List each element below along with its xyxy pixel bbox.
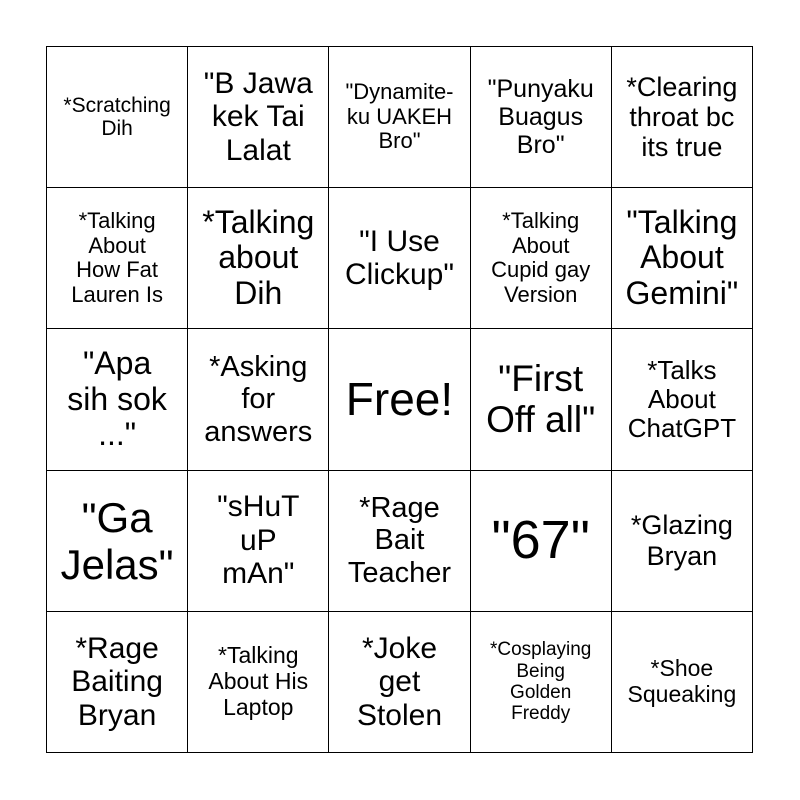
bingo-cell-text: *Talking about Dih [202,203,315,312]
bingo-cell[interactable] [471,612,612,753]
bingo-cell[interactable] [471,329,612,470]
bingo-cell[interactable] [612,329,753,470]
bingo-cell[interactable] [612,471,753,612]
bingo-cell-text: *Talking About How Fat Lauren Is [71,208,163,307]
bingo-cell[interactable] [612,188,753,329]
bingo-cell-text: "Talking About Gemini" [625,203,739,312]
bingo-cell-text: *Joke get Stolen [356,631,443,732]
bingo-cell[interactable] [188,329,329,470]
bingo-cell[interactable] [188,471,329,612]
bingo-cell-text: *Cosplaying Being Golden Freddy [489,639,592,725]
bingo-cell-text: *Scratching Dih [63,93,171,141]
bingo-cell-text: *Talks About ChatGPT [627,354,737,444]
bingo-cell-text: "Apa sih sok ..." [67,344,167,453]
bingo-cell[interactable] [47,612,188,753]
bingo-cell-text: *Rage Bait Teacher [347,491,452,589]
bingo-cell[interactable] [612,47,753,188]
bingo-cell[interactable] [47,47,188,188]
bingo-cell[interactable] [471,47,612,188]
bingo-cell[interactable] [47,329,188,470]
bingo-cell-text: *Rage Baiting Bryan [71,631,163,732]
bingo-cell[interactable] [329,47,470,188]
bingo-cell[interactable] [188,188,329,329]
bingo-cell[interactable] [188,47,329,188]
bingo-cell[interactable] [329,471,470,612]
bingo-cell[interactable] [471,188,612,329]
bingo-cell[interactable] [188,612,329,753]
bingo-cell-text: "I Use Clickup" [344,224,454,292]
bingo-cell-text: "67" [491,510,590,571]
bingo-cell[interactable] [329,612,470,753]
bingo-cell[interactable] [612,612,753,753]
bingo-free-cell[interactable] [329,329,470,470]
bingo-cell-text: "sHuT uP mAn" [217,490,300,591]
bingo-cell[interactable] [47,471,188,612]
bingo-cell[interactable] [47,188,188,329]
bingo-cell-text: Free! [345,372,454,425]
bingo-cell-text: "First Off all" [486,358,596,441]
bingo-cell-text: *Glazing Bryan [630,510,733,571]
bingo-cell-text: "B Jawa kek Tai Lalat [203,66,313,167]
bingo-cell-text: "Punyaku Buagus Bro" [487,75,594,160]
bingo-cell-text: *Clearing throat bc its true [626,71,738,163]
bingo-cell-text: *Shoe Squeaking [627,655,737,707]
bingo-cell-text: *Talking About His Laptop [208,642,309,720]
bingo-cell-text: *Talking About Cupid gay Version [491,208,591,307]
bingo-cell[interactable] [471,471,612,612]
bingo-cell-text: "Ga Jelas" [60,493,174,588]
bingo-cell-text: *Asking for answers [204,350,313,448]
bingo-cell[interactable] [329,188,470,329]
bingo-cell-text: "Dynamite- ku UAKEH Bro" [345,79,454,154]
bingo-board [46,46,753,753]
